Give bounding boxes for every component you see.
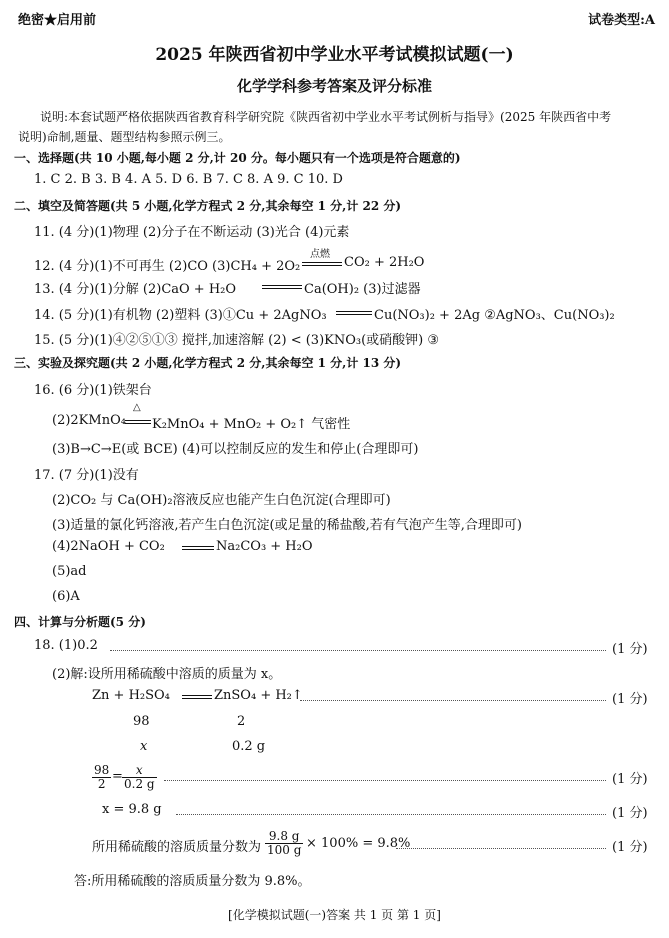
- score-label: (1 分): [612, 840, 648, 855]
- mass-0-2g: 0.2 g: [232, 739, 266, 754]
- fraction-9-8g-over-100g: [265, 830, 303, 857]
- paper-type-label: 试卷类型:A: [588, 13, 655, 28]
- score-label: (1 分): [612, 772, 648, 787]
- section1-answers: 1. C 2. B 3. B 4. A 5. D 6. B 7. C 8. A 9. C 10. D: [34, 172, 343, 187]
- q17-answer-1: 17. (7 分)(1)没有: [34, 468, 139, 483]
- q13-answer-part1: 13. (4 分)(1)分解 (2)CaO + H₂O: [34, 282, 237, 297]
- secret-label: 绝密★启用前: [18, 13, 97, 28]
- note-line-1: 说明:本套试题严格依据陕西省教育科学研究院《陕西省初中学业水平考试例析与指导》(2025 年陕西省中考: [40, 110, 612, 124]
- dot-leader: [164, 780, 606, 781]
- q12-answer-part1: 12. (4 分)(1)不可再生 (2)CO (3)CH₄ + 2O₂: [34, 259, 301, 274]
- q17-answer-3: (3)适量的氯化钙溶液,若产生白色沉淀(或足量的稀盐酸,若有气泡产生等,合理即可): [52, 518, 522, 533]
- q16-answer-1: 16. (6 分)(1)铁架台: [34, 383, 152, 398]
- q16-equals-sign: [125, 420, 151, 424]
- fraction-98-over-2: [92, 764, 111, 791]
- q17-answer-6: (6)A: [52, 589, 80, 604]
- equation-left: Zn + H₂SO₄: [92, 688, 170, 703]
- page-subtitle: 化学学科参考答案及评分标准: [236, 77, 432, 95]
- percent-text: 所用稀硫酸的溶质质量分数为: [92, 840, 262, 855]
- q11-answer: 11. (4 分)(1)物理 (2)分子在不断运动 (3)光合 (4)元素: [34, 225, 350, 240]
- q17-answer-5: (5)ad: [52, 564, 87, 579]
- q14-answer-part2: Cu(NO₃)₂ + 2Ag ②AgNO₃、Cu(NO₃)₂: [374, 308, 615, 323]
- fraction-numerator: 9.8 g: [265, 830, 303, 844]
- page-footer: [化学模拟试题(一)答案 共 1 页 第 1 页]: [228, 908, 441, 922]
- dot-leader: [176, 814, 606, 815]
- fraction-denominator: 100 g: [267, 843, 302, 857]
- q17-equals-sign: [182, 546, 214, 550]
- q18-answer-2: (2)解:设所用稀硫酸中溶质的质量为 x。: [52, 667, 282, 682]
- molar-mass-2: 2: [237, 714, 246, 729]
- section2-heading: 二、填空及简答题(共 5 小题,化学方程式 2 分,其余每空 1 分,计 22 分): [14, 199, 402, 213]
- fraction-numerator: 98: [94, 763, 110, 777]
- score-label: (1 分): [612, 806, 648, 821]
- q13-answer-part2: Ca(OH)₂ (3)过滤器: [304, 282, 421, 297]
- fraction-numerator: x: [122, 764, 157, 778]
- dot-leader: [110, 650, 606, 651]
- score-label: (1 分): [612, 642, 648, 657]
- final-answer: 答:所用稀硫酸的溶质质量分数为 9.8%。: [74, 874, 311, 889]
- q12-equals-sign: [302, 262, 342, 266]
- heat-icon: △: [133, 402, 141, 413]
- q12-condition: 点燃: [310, 249, 330, 260]
- equals-symbol: =: [112, 769, 123, 784]
- q16-answer-2-part2: K₂MnO₄ + MnO₂ + O₂↑ 气密性: [152, 417, 351, 432]
- q16-answer-2-part1: (2)2KMnO₄: [52, 413, 126, 428]
- q18-answer-1: 18. (1)0.2: [34, 638, 98, 653]
- q14-equals-sign: [336, 311, 372, 315]
- q16-answer-3: (3)B→C→E(或 BCE) (4)可以控制反应的发生和停止(合理即可): [52, 442, 419, 457]
- fraction-denominator: 2: [97, 777, 106, 791]
- fraction-x-over-0-2g: [122, 764, 157, 791]
- score-label: (1 分): [612, 692, 648, 707]
- q13-equals-sign: [262, 285, 302, 289]
- q18-equals-sign: [182, 695, 212, 699]
- q17-answer-4-part2: Na₂CO₃ + H₂O: [216, 539, 313, 554]
- section3-heading: 三、实验及探究题(共 2 小题,化学方程式 2 分,其余每空 1 分,计 13 分): [14, 356, 402, 370]
- q17-answer-2: (2)CO₂ 与 Ca(OH)₂溶液反应也能产生白色沉淀(合理即可): [52, 493, 391, 508]
- fraction-denominator: 0.2 g: [124, 777, 155, 791]
- unknown-x: x: [140, 739, 148, 754]
- molar-mass-98: 98: [133, 714, 150, 729]
- q12-answer-part2: CO₂ + 2H₂O: [344, 255, 425, 270]
- equation-right: ZnSO₄ + H₂↑: [214, 688, 303, 703]
- q17-answer-4-part1: (4)2NaOH + CO₂: [52, 539, 165, 554]
- q14-answer-part1: 14. (5 分)(1)有机物 (2)塑料 (3)①Cu + 2AgNO₃: [34, 308, 327, 323]
- dot-leader: [396, 848, 606, 849]
- page-title: 2025 年陕西省初中学业水平考试模拟试题(一): [155, 45, 514, 65]
- percent-result: × 100% = 9.8%: [306, 836, 411, 851]
- q15-answer: 15. (5 分)(1)④②⑤①③ 搅拌,加速溶解 (2) < (3)KNO₃(或硝酸钾) ③: [34, 333, 440, 348]
- note-line-2: 说明)命制,题量、题型结构参照示例三。: [18, 130, 231, 144]
- section1-heading: 一、选择题(共 10 小题,每小题 2 分,计 20 分。每小题只有一个选项是符合题意的): [14, 151, 461, 165]
- section4-heading: 四、计算与分析题(5 分): [14, 615, 146, 629]
- dot-leader: [300, 700, 606, 701]
- x-result: x = 9.8 g: [102, 802, 162, 817]
